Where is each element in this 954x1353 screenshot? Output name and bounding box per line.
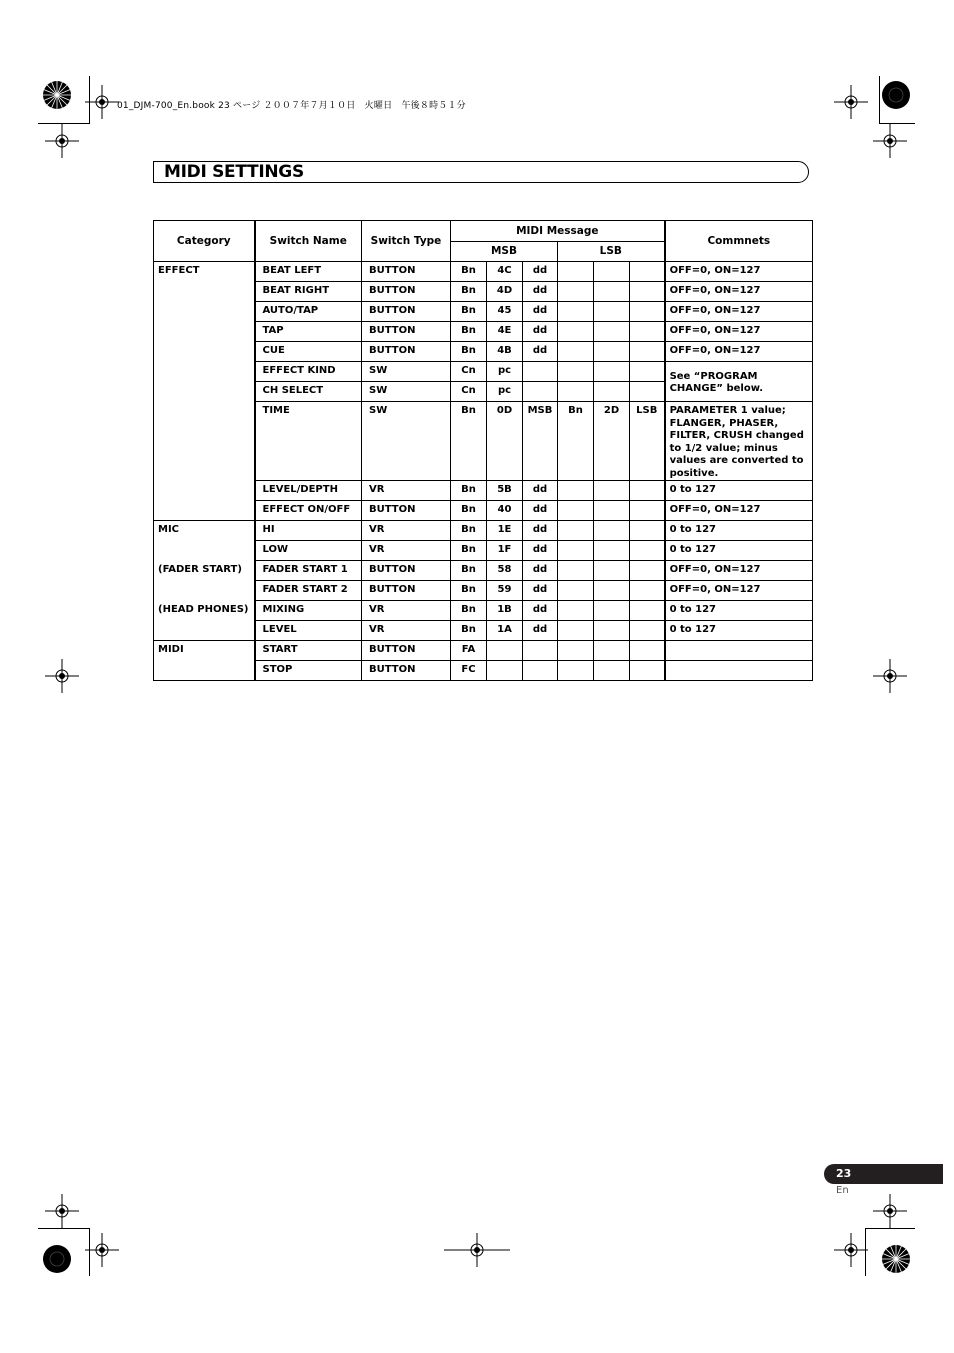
cell-midi-byte: dd <box>523 601 558 621</box>
cell-switch-name: TIME <box>255 402 362 481</box>
cell-comment <box>665 641 813 661</box>
cell-midi-byte <box>487 661 523 681</box>
cell-midi-byte <box>558 581 594 601</box>
cell-switch-name: STOP <box>255 661 362 681</box>
cell-comment: 0 to 127 <box>665 541 813 561</box>
cell-comment: OFF=0, ON=127 <box>665 342 813 362</box>
cell-category <box>154 322 255 342</box>
cell-midi-byte <box>630 581 665 601</box>
cell-category: (FADER START) <box>154 561 255 581</box>
cell-midi-byte <box>558 661 594 681</box>
cell-midi-byte: 40 <box>487 501 523 521</box>
cell-midi-byte <box>558 641 594 661</box>
cell-midi-byte: Bn <box>451 561 487 581</box>
cell-midi-byte <box>558 521 594 541</box>
cell-category <box>154 581 255 601</box>
cell-category <box>154 621 255 641</box>
cell-midi-byte: Bn <box>451 581 487 601</box>
cell-category <box>154 402 255 481</box>
cell-comment: OFF=0, ON=127 <box>665 581 813 601</box>
cell-midi-byte: 1B <box>487 601 523 621</box>
cell-midi-byte: dd <box>523 561 558 581</box>
registration-mark-icon <box>834 85 868 119</box>
cell-midi-byte <box>594 342 630 362</box>
cell-midi-byte <box>594 581 630 601</box>
header-category: Category <box>154 221 255 262</box>
cell-midi-byte <box>523 382 558 402</box>
table-row <box>154 402 813 481</box>
cell-midi-byte <box>558 481 594 501</box>
cell-category <box>154 342 255 362</box>
cell-switch-type: BUTTON <box>362 262 451 282</box>
cell-midi-byte <box>630 561 665 581</box>
cell-midi-byte: Bn <box>451 302 487 322</box>
cell-midi-byte <box>630 621 665 641</box>
table-row <box>154 262 813 282</box>
cell-comment <box>665 661 813 681</box>
cell-midi-byte: 45 <box>487 302 523 322</box>
header-lsb: LSB <box>558 242 665 262</box>
cell-midi-byte <box>630 342 665 362</box>
cell-switch-name: BEAT RIGHT <box>255 282 362 302</box>
cell-midi-byte <box>594 601 630 621</box>
cell-midi-byte <box>630 282 665 302</box>
cell-switch-type: BUTTON <box>362 342 451 362</box>
cell-midi-byte: LSB <box>630 402 665 481</box>
table-row <box>154 521 813 541</box>
cell-midi-byte: Bn <box>451 402 487 481</box>
cell-switch-type: VR <box>362 601 451 621</box>
cell-midi-byte <box>523 362 558 382</box>
registration-mark-icon <box>873 659 907 693</box>
table-row <box>154 621 813 641</box>
cell-comment: OFF=0, ON=127 <box>665 322 813 342</box>
header-msb: MSB <box>451 242 558 262</box>
cell-category <box>154 481 255 501</box>
table-row <box>154 501 813 521</box>
cell-switch-type: SW <box>362 362 451 382</box>
cell-midi-byte <box>630 382 665 402</box>
cell-comment: 0 to 127 <box>665 601 813 621</box>
cell-midi-byte: Bn <box>451 541 487 561</box>
cell-switch-name: TAP <box>255 322 362 342</box>
cell-category <box>154 501 255 521</box>
cell-midi-byte: 58 <box>487 561 523 581</box>
cell-midi-byte: dd <box>523 262 558 282</box>
cell-switch-type: VR <box>362 481 451 501</box>
cell-switch-name: FADER START 1 <box>255 561 362 581</box>
cell-category: EFFECT <box>154 262 255 282</box>
cell-switch-type: BUTTON <box>362 561 451 581</box>
cell-midi-byte: 0D <box>487 402 523 481</box>
cell-midi-byte: Bn <box>451 621 487 641</box>
cell-midi-byte <box>630 541 665 561</box>
cell-switch-type: SW <box>362 382 451 402</box>
cell-midi-byte <box>630 262 665 282</box>
table-row <box>154 661 813 681</box>
cell-midi-byte <box>630 521 665 541</box>
registration-mark-icon <box>873 1194 907 1228</box>
header-switch-name: Switch Name <box>255 221 362 262</box>
cell-midi-byte <box>558 601 594 621</box>
cell-comment: 0 to 127 <box>665 481 813 501</box>
cell-switch-type: BUTTON <box>362 322 451 342</box>
cell-midi-byte: Bn <box>451 262 487 282</box>
cell-midi-byte <box>594 521 630 541</box>
cell-midi-byte <box>630 362 665 382</box>
cell-switch-name: AUTO/TAP <box>255 302 362 322</box>
cell-midi-byte <box>558 362 594 382</box>
language-label: En <box>836 1185 849 1196</box>
cell-midi-byte: dd <box>523 282 558 302</box>
cell-switch-name: START <box>255 641 362 661</box>
table-row <box>154 342 813 362</box>
cell-midi-byte: 2D <box>594 402 630 481</box>
cell-midi-byte <box>630 661 665 681</box>
cell-midi-byte <box>594 621 630 641</box>
table-row <box>154 601 813 621</box>
cell-midi-byte: dd <box>523 322 558 342</box>
cell-midi-byte <box>558 282 594 302</box>
registration-mark-icon <box>834 1233 868 1267</box>
cell-category <box>154 282 255 302</box>
table-row <box>154 581 813 601</box>
registration-mark-icon <box>45 659 79 693</box>
solid-circle-mark-icon <box>42 1244 72 1274</box>
cell-switch-type: BUTTON <box>362 581 451 601</box>
header-midi-message: MIDI Message <box>451 221 665 242</box>
cell-midi-byte: Bn <box>451 601 487 621</box>
cell-midi-byte <box>630 641 665 661</box>
cell-midi-byte: 4D <box>487 282 523 302</box>
cell-switch-name: HI <box>255 521 362 541</box>
cell-midi-byte: 59 <box>487 581 523 601</box>
cell-midi-byte: dd <box>523 621 558 641</box>
table-row <box>154 481 813 501</box>
cell-midi-byte: Cn <box>451 362 487 382</box>
cell-comment: 0 to 127 <box>665 521 813 541</box>
cell-midi-byte: Bn <box>451 342 487 362</box>
cell-switch-type: BUTTON <box>362 501 451 521</box>
cell-midi-byte <box>558 302 594 322</box>
cell-midi-byte <box>487 641 523 661</box>
cell-comment: 0 to 127 <box>665 621 813 641</box>
cell-midi-byte <box>630 601 665 621</box>
cell-midi-byte <box>594 501 630 521</box>
cell-midi-byte <box>523 641 558 661</box>
cell-comment: OFF=0, ON=127 <box>665 561 813 581</box>
cell-midi-byte <box>558 322 594 342</box>
crop-mark <box>865 1228 915 1229</box>
cell-comment: OFF=0, ON=127 <box>665 282 813 302</box>
cell-midi-byte: dd <box>523 302 558 322</box>
print-file-info: 01_DJM-700_En.book 23 ページ ２００７年７月１０日 火曜日 午後８時５１分 <box>117 101 466 111</box>
cell-switch-type: SW <box>362 402 451 481</box>
table-row <box>154 561 813 581</box>
cell-comment: See “PROGRAM CHANGE” below. <box>665 362 813 402</box>
cell-category <box>154 302 255 322</box>
table-row <box>154 362 813 382</box>
cell-midi-byte <box>558 262 594 282</box>
cell-midi-byte: pc <box>487 362 523 382</box>
cell-midi-byte: dd <box>523 541 558 561</box>
cell-midi-byte <box>558 541 594 561</box>
solid-circle-mark-icon <box>881 80 911 110</box>
cell-midi-byte: Bn <box>451 521 487 541</box>
cell-midi-byte: pc <box>487 382 523 402</box>
cell-midi-byte <box>594 362 630 382</box>
page-number: 23 <box>836 1167 852 1180</box>
cell-midi-byte <box>594 382 630 402</box>
table-row <box>154 282 813 302</box>
cell-midi-byte: 5B <box>487 481 523 501</box>
cell-midi-byte: MSB <box>523 402 558 481</box>
page-number-tab <box>824 1164 943 1184</box>
cell-midi-byte: FA <box>451 641 487 661</box>
cell-category <box>154 541 255 561</box>
cell-switch-name: CUE <box>255 342 362 362</box>
cell-comment: OFF=0, ON=127 <box>665 501 813 521</box>
midi-message-table <box>153 220 813 681</box>
header-comments: Commnets <box>665 221 813 262</box>
cell-switch-type: BUTTON <box>362 282 451 302</box>
table-row <box>154 641 813 661</box>
cell-midi-byte <box>594 561 630 581</box>
cell-midi-byte: dd <box>523 481 558 501</box>
cell-midi-byte <box>630 501 665 521</box>
cell-category: MIC <box>154 521 255 541</box>
cell-midi-byte: Bn <box>451 481 487 501</box>
cell-switch-type: VR <box>362 621 451 641</box>
cell-category: (HEAD PHONES) <box>154 601 255 621</box>
cell-midi-byte <box>558 342 594 362</box>
cell-switch-type: BUTTON <box>362 641 451 661</box>
cell-comment: PARAMETER 1 value; FLANGER, PHASER, FILTER, CRUSH changed to 1/2 value; minus values are converted to positive. <box>665 402 813 481</box>
cell-midi-byte: 4E <box>487 322 523 342</box>
cell-switch-name: CH SELECT <box>255 382 362 402</box>
registration-mark-icon <box>45 1194 79 1228</box>
cell-midi-byte <box>630 322 665 342</box>
crop-mark <box>879 76 880 124</box>
cell-midi-byte <box>594 302 630 322</box>
cell-midi-byte: Bn <box>451 322 487 342</box>
cell-midi-byte <box>630 481 665 501</box>
cell-midi-byte: 1A <box>487 621 523 641</box>
cell-category <box>154 661 255 681</box>
cell-switch-type: VR <box>362 541 451 561</box>
cell-midi-byte <box>594 541 630 561</box>
cell-midi-byte: 4C <box>487 262 523 282</box>
cell-midi-byte <box>594 481 630 501</box>
registration-mark-icon <box>45 124 79 158</box>
starburst-mark-icon <box>881 1244 911 1274</box>
starburst-mark-icon <box>42 80 72 110</box>
cell-switch-type: BUTTON <box>362 302 451 322</box>
cell-midi-byte: Bn <box>451 501 487 521</box>
cell-switch-name: LOW <box>255 541 362 561</box>
cell-midi-byte: 4B <box>487 342 523 362</box>
cell-switch-name: FADER START 2 <box>255 581 362 601</box>
cell-midi-byte: dd <box>523 342 558 362</box>
crop-mark <box>38 1228 90 1229</box>
cell-midi-byte <box>630 302 665 322</box>
table-row <box>154 302 813 322</box>
cell-midi-byte: Bn <box>558 402 594 481</box>
cell-switch-name: LEVEL <box>255 621 362 641</box>
cell-switch-name: EFFECT ON/OFF <box>255 501 362 521</box>
section-title-bar <box>153 161 809 183</box>
cell-midi-byte: dd <box>523 521 558 541</box>
cell-midi-byte: dd <box>523 581 558 601</box>
cell-midi-byte <box>523 661 558 681</box>
cell-midi-byte: 1F <box>487 541 523 561</box>
cell-midi-byte: Bn <box>451 282 487 302</box>
cell-midi-byte: Cn <box>451 382 487 402</box>
cell-comment: OFF=0, ON=127 <box>665 262 813 282</box>
cell-switch-name: BEAT LEFT <box>255 262 362 282</box>
cell-midi-byte <box>594 661 630 681</box>
cell-switch-type: VR <box>362 521 451 541</box>
registration-mark-icon <box>85 1233 119 1267</box>
cell-comment: OFF=0, ON=127 <box>665 302 813 322</box>
header-switch-type: Switch Type <box>362 221 451 262</box>
cell-midi-byte <box>594 641 630 661</box>
registration-mark-icon <box>444 1233 510 1267</box>
table-row <box>154 322 813 342</box>
cell-category <box>154 382 255 402</box>
cell-midi-byte <box>594 322 630 342</box>
cell-category <box>154 362 255 382</box>
table-row <box>154 541 813 561</box>
registration-mark-icon <box>873 124 907 158</box>
cell-midi-byte <box>558 621 594 641</box>
cell-midi-byte: dd <box>523 501 558 521</box>
cell-midi-byte <box>558 382 594 402</box>
registration-mark-icon <box>85 85 119 119</box>
cell-switch-name: EFFECT KIND <box>255 362 362 382</box>
cell-midi-byte <box>594 282 630 302</box>
cell-switch-type: BUTTON <box>362 661 451 681</box>
cell-midi-byte: 1E <box>487 521 523 541</box>
cell-midi-byte <box>558 501 594 521</box>
cell-midi-byte: FC <box>451 661 487 681</box>
cell-midi-byte <box>594 262 630 282</box>
cell-category: MIDI <box>154 641 255 661</box>
cell-switch-name: MIXING <box>255 601 362 621</box>
cell-switch-name: LEVEL/DEPTH <box>255 481 362 501</box>
section-title: MIDI SETTINGS <box>164 162 304 182</box>
cell-midi-byte <box>558 561 594 581</box>
